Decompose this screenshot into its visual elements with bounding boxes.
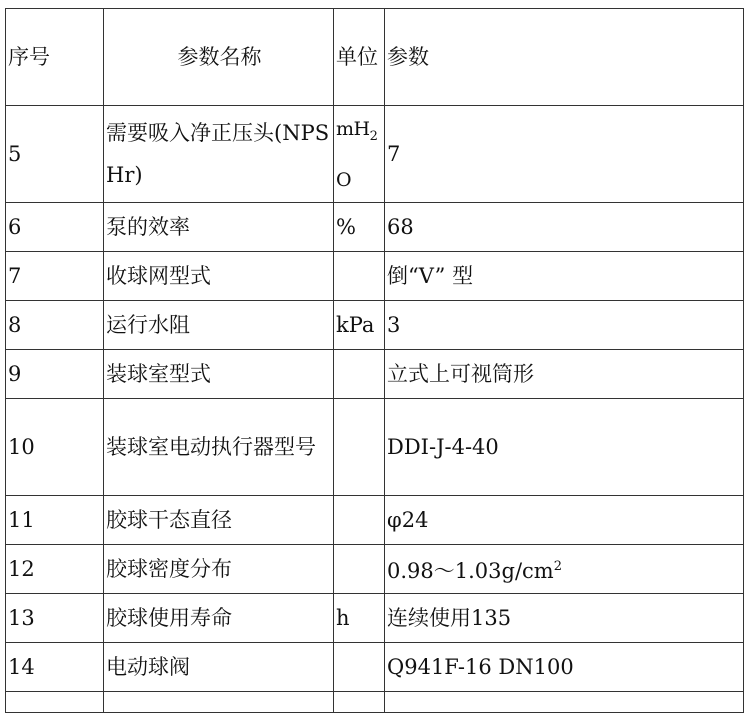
row-name: 收球网型式 [104,252,334,301]
table-row [6,203,744,252]
row-no: 10 [6,399,104,496]
row-value: 3 [385,301,744,350]
table-row [6,301,744,350]
row-value: DDI-J-4-40 [385,399,744,496]
table-row [6,643,744,692]
table-row-partial [6,692,744,713]
row-unit [334,692,385,713]
row-name: 胶球使用寿命 [104,594,334,643]
row-value: 立式上可视筒形 [385,350,744,399]
row-name: 需要吸入净正压头(NPSHr) [104,106,334,203]
unit-subscript: 2 [369,129,378,145]
row-name: 电动球阀 [104,643,334,692]
table-row [6,594,744,643]
row-unit [334,399,385,496]
row-no: 8 [6,301,104,350]
row-value [385,692,744,713]
row-value: 68 [385,203,744,252]
row-name: 胶球密度分布 [104,545,334,594]
table-row [6,496,744,545]
header-name: 参数名称 [104,9,334,106]
row-unit: kPa [334,301,385,350]
row-no: 5 [6,106,104,203]
row-name: 运行水阻 [104,301,334,350]
row-name [104,692,334,713]
unit-main: mH [336,117,370,140]
header-value: 参数 [385,9,744,106]
row-unit [334,545,385,594]
row-value: φ24 [385,496,744,545]
row-unit: h [334,594,385,643]
row-name: 泵的效率 [104,203,334,252]
value-superscript: 2 [553,559,562,574]
value-main: 0.98～1.03g/cm [387,559,554,583]
row-unit [334,496,385,545]
row-no: 12 [6,545,104,594]
row-value [385,545,744,594]
table-row [6,252,744,301]
row-value: Q941F-16 DN100 [385,643,744,692]
row-value: 连续使用135 [385,594,744,643]
row-no: 11 [6,496,104,545]
row-unit: % [334,203,385,252]
row-no: 14 [6,643,104,692]
parameter-table [5,8,744,713]
table-row [6,350,744,399]
row-no: 9 [6,350,104,399]
row-value: 倒“V” 型 [385,252,744,301]
row-unit [334,643,385,692]
table-row [6,545,744,594]
row-name: 胶球干态直径 [104,496,334,545]
header-no: 序号 [6,9,104,106]
row-name: 装球室电动执行器型号 [104,399,334,496]
row-no [6,692,104,713]
table-header-row [6,9,744,106]
table-row [6,399,744,496]
row-value: 7 [385,106,744,203]
row-unit [334,106,385,203]
header-unit: 单位 [334,9,385,106]
row-no: 13 [6,594,104,643]
row-unit [334,252,385,301]
row-no: 7 [6,252,104,301]
unit-tail: O [336,169,352,192]
row-no: 6 [6,203,104,252]
table-row [6,106,744,203]
row-name: 装球室型式 [104,350,334,399]
row-unit [334,350,385,399]
